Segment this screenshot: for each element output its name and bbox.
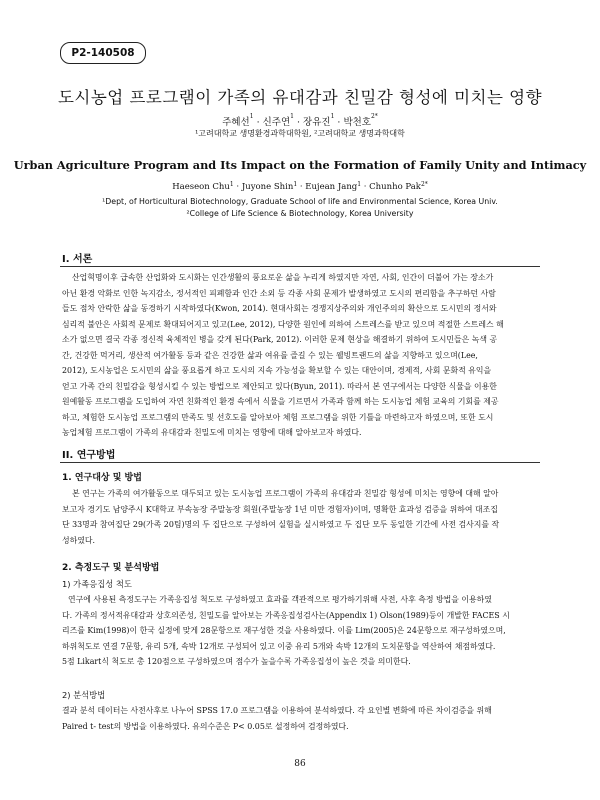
text-line: 결과 분석 데이터는 사전사후로 나누어 SPSS 17.0 프로그램을 이용하여 분석하였다. 각 요인별 변화에 따른 차이검증을 위해 xyxy=(62,706,492,715)
author-name: Juyone Shin xyxy=(241,182,294,192)
section-divider xyxy=(60,462,540,463)
text-line: 산업혁명이후 급속한 산업화와 도시화는 인간생활의 풍요로운 삶을 누리게 하였지만 자연, 사회, 인간이 더불어 가는 장소가 xyxy=(72,273,494,282)
subsubsection-heading-analysis: 2) 분석방법 xyxy=(62,690,106,700)
text-line: 들도 점차 안락한 삶을 동경하기 시작하였다(Kwon, 2014). 현대사회는 경쟁지상주의와 개인주의의 확산으로 도시민의 정서와 xyxy=(62,304,497,313)
text-line: 성하였다. xyxy=(62,535,95,545)
text-line: 2012), 도시농업은 도시민의 삶을 풍요롭게 하고 도시의 지속 가능성을 확보할 수 있는 대안이며, 경제적, 사회 문화적 유익을 xyxy=(62,366,492,375)
affiliations-korean: ¹고려대학교 생명환경과학대학원, ²고려대학교 생명과학대학 xyxy=(195,129,405,138)
author-name: Eujean Jang xyxy=(305,182,358,192)
author-affil-mark: 1 xyxy=(357,181,362,188)
section-divider xyxy=(60,266,540,267)
analysis-paragraph xyxy=(62,703,538,734)
text-line: 다. 가족의 정서적유대감과 상호의존성, 친밀도를 알아보는 가족응집성검사는(Appendix 1) Olson(1989)등이 개발한 FACES 시 xyxy=(62,610,510,620)
author-affil-mark: 2* xyxy=(420,181,428,188)
text-line: 하위척도로 연결 7문항, 유리 5개, 속박 12개로 구성되어 있고 이중 유리 5개와 속박 12개의 도치문항을 역산하여 채점하였다. xyxy=(62,641,496,651)
author-affil-mark: 1 xyxy=(229,181,234,188)
author-name: 신주연 xyxy=(262,117,291,128)
author-affil-mark: 1 xyxy=(330,113,335,120)
affiliation-english-1: ¹Dept, of Horticultural Biotechnology, Graduate School of life and Environmental Science, Korea Univ. xyxy=(102,197,498,206)
text-line: 리즈를 Kim(1998)이 한국 실정에 맞게 28문항으로 재구성한 것을 사용하였다. 이를 Lim(2005)은 24문항으로 재구성하였으며, xyxy=(62,626,506,635)
page-number: 86 xyxy=(294,759,306,769)
author-affil-mark: 2* xyxy=(370,113,378,120)
introduction-paragraph xyxy=(62,270,538,441)
text-line: 5점 Likart식 척도로 총 120점으로 구성하였으며 점수가 높을수록 가족응집성이 높은 것을 의미한다. xyxy=(62,657,411,666)
section-heading-methods: II. 연구방법 xyxy=(62,450,116,461)
text-line: 단 33명과 참여집단 29(가족 20팀)명의 두 집단으로 구성하여 실험을 실시하였고 두 집단 모두 동일한 기간에 사전 검사지를 작 xyxy=(62,520,500,529)
section-heading-introduction: I. 서론 xyxy=(62,254,93,265)
authors-english: Haeseon Chu$^1$ · Juyone Shin$^1$ · Eujean Jang$^1$ · Chunho Pak$^{2*}$ xyxy=(172,181,428,192)
text-line: 소가 없으면 결국 각종 정신적 육체적인 병을 갖게 된다(Park, 2012). 이러한 문제 현상을 해결하기 위하여 도시민들은 녹색 공 xyxy=(62,335,498,344)
paper-title-korean: 도시농업 프로그램이 가족의 유대감과 친밀감 형성에 미치는 영향 xyxy=(57,88,543,107)
text-line: 농업체험 프로그램이 가족의 유대감과 친밀도에 미치는 영향에 대해 알아보고자 하였다. xyxy=(62,428,362,437)
author-name: Chunho Pak xyxy=(369,182,421,192)
author-name: Haeseon Chu xyxy=(172,182,230,192)
subsection-heading-measures: 2. 측정도구 및 분석방법 xyxy=(62,563,160,573)
affiliation-english-2: ²College of Life Science & Biotechnology, Korea University xyxy=(186,209,414,218)
author-affil-mark: 1 xyxy=(290,113,294,120)
text-line: 아닌 환경 악화로 인한 녹지감소, 정서적인 피폐함과 인간 소외 등 각종 사회 문제가 발생하였고 도시의 편리함을 추구하던 사람 xyxy=(62,288,496,298)
author-affil-mark: 1 xyxy=(249,113,254,120)
text-line: Paired t- test의 방법을 이용하였다. 유의수준은 P< 0.05로 설정하여 검정하였다. xyxy=(62,721,349,731)
subsection-heading-subjects: 1. 연구대상 및 방법 xyxy=(62,473,142,483)
text-line: 보고자 경기도 남양주시 K대학교 부속농장 주말농장 회원(주말농장 1년 미만 경험자)이며, 명확한 효과성 검증을 위하여 대조집 xyxy=(62,504,498,514)
author-name: 박천호 xyxy=(343,117,371,128)
text-line: 본 연구는 가족의 여가활동으로 대두되고 있는 도시농업 프로그램이 가족의 유대감과 친밀감 형성에 미치는 영향에 대해 알아 xyxy=(72,489,499,498)
authors-korean: 주혜선$^1$ · 신주연$^1$ · 장유진$^1$ · 박천호$^{2*}$ xyxy=(222,113,378,128)
text-line: 원예활동 프로그램을 도입하여 자연 친화적인 환경 속에서 식물을 기르면서 가족과 함께 하는 도시농업 체험 교육의 기회를 제공 xyxy=(62,397,499,406)
subjects-paragraph xyxy=(62,486,538,548)
text-line: 심리적 불안은 사회적 문제로 확대되어지고 있고(Lee, 2012), 다양한 원인에 의하여 스트레스를 받고 있으며 적절한 스트레스 해 xyxy=(62,319,504,329)
text-line: 얻고 가족 간의 친밀감을 형성시킬 수 있는 방법으로 제안되고 있다(Byun, 2011). 따라서 본 연구에서는 다양한 식물을 이용한 xyxy=(62,381,497,391)
author-affil-mark: 1 xyxy=(293,181,298,188)
abstract-code-badge: P2-140508 xyxy=(60,42,146,64)
author-name: 주혜선 xyxy=(222,117,250,128)
author-name: 장유진 xyxy=(303,117,331,128)
subsubsection-heading-cohesion: 1) 가족응집성 척도 xyxy=(62,579,132,589)
cohesion-paragraph xyxy=(62,592,538,670)
text-line: 하고, 체험한 도시농업 프로그램의 만족도 및 선호도를 알아보아 체험 프로그램을 위한 기틀을 마련하고자 하였으며, 또한 도시 xyxy=(62,412,494,422)
paper-title-english: Urban Agriculture Program and Its Impact on the Formation of Family Unity and Intimacy xyxy=(13,158,587,172)
text-line: 연구에 사용된 측정도구는 가족응집성 척도로 구성하였고 효과를 객관적으로 평가하기위해 사전, 사후 측정 방법을 이용하였 xyxy=(68,595,492,604)
text-line: 간, 건강한 먹거리, 생산적 여가활동 등과 같은 건강한 삶과 여유를 즐길 수 있는 웰빙트랜드의 삶을 지향하고 있으며(Lee, xyxy=(62,350,478,360)
